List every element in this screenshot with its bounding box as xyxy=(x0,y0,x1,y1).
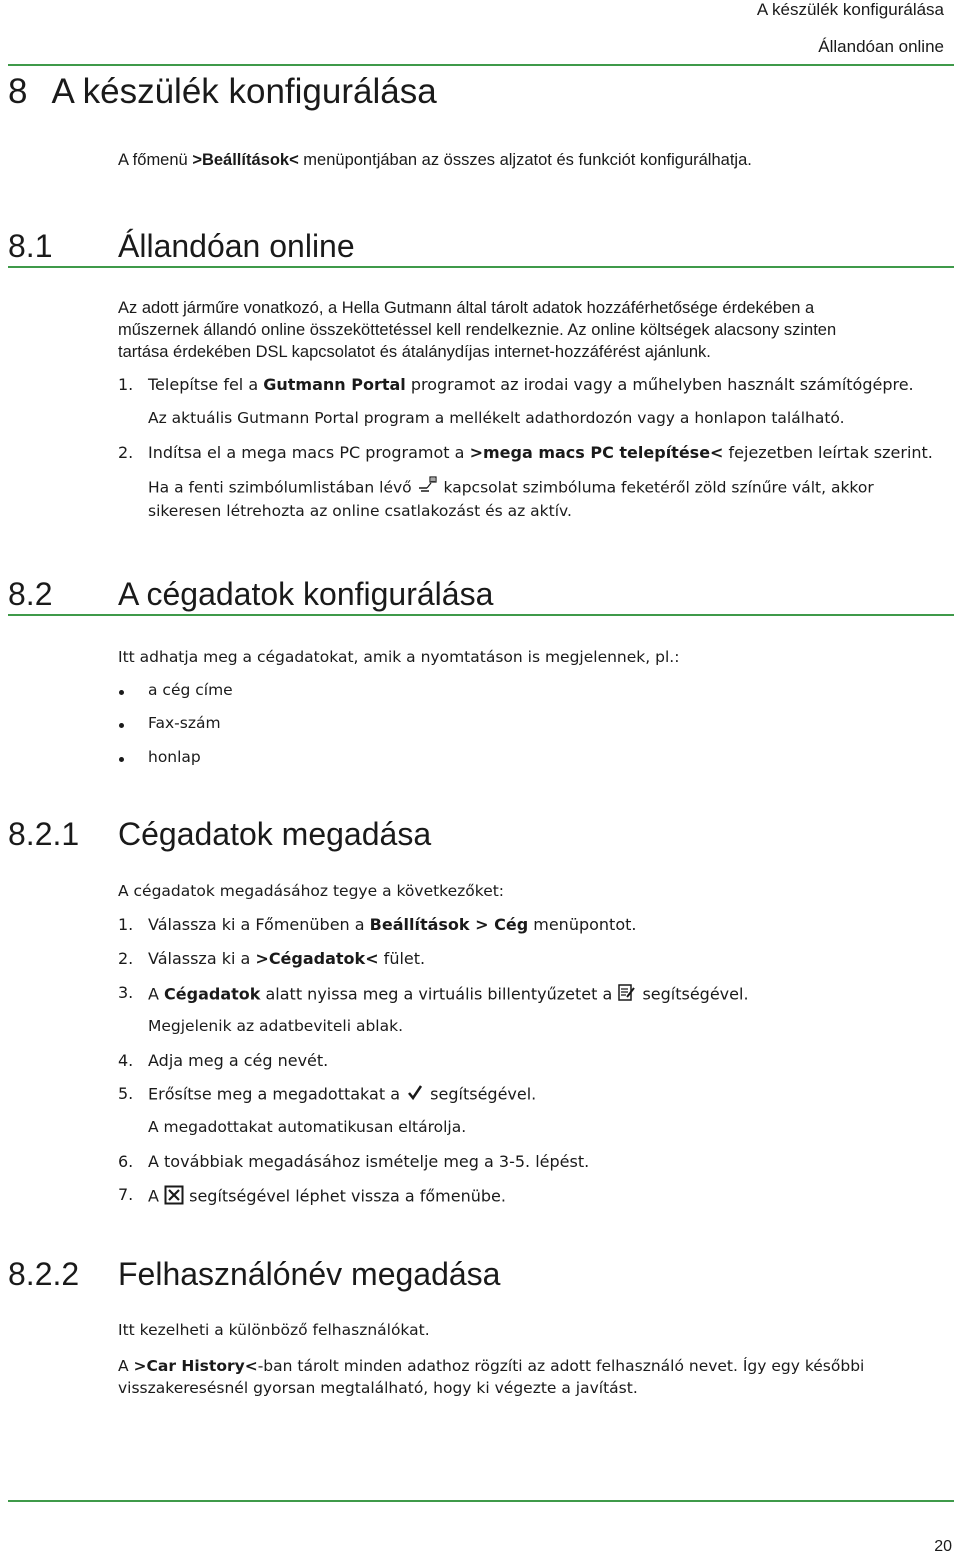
section-title: A cégadatok konfigurálása xyxy=(118,576,494,612)
close-icon xyxy=(164,1185,184,1209)
s822-paragraph: A >Car History<-ban tárolt minden adathoz rögzíti az adott felhasználó nevet. Így egy későbbi visszakeresésnél gyorsan megtalálható, hogy ki végezte a javítást. xyxy=(118,1357,865,1397)
s821-step-3-note: Megjelenik az adatbeviteli ablak. xyxy=(148,1017,403,1035)
header-rule xyxy=(8,64,954,66)
section-rule xyxy=(8,614,954,616)
s821-intro: A cégadatok megadásához tegye a következőket: xyxy=(118,882,505,900)
page-number: 20 xyxy=(934,1538,952,1555)
section-rule xyxy=(8,266,954,268)
section-title: Cégadatok megadása xyxy=(118,816,432,852)
s821-step-5: 5. Erősítse meg a megadottakat a segítségével. xyxy=(0,1084,960,1108)
bullet-dot xyxy=(119,757,124,762)
menu-reference: >Beállítások< xyxy=(192,151,299,169)
section-number: 8.2.1 xyxy=(8,816,80,852)
s821-step-4: 4. Adja meg a cég nevét. xyxy=(118,1051,329,1070)
s821-step-2: 2. Válassza ki a >Cégadatok< fület. xyxy=(118,949,426,968)
s81-step-2-note: Ha a fenti szimbólumlistában lévő kapcsolat szimbóluma feketéről zöld színűre vált, akkor sikeresen létrehozta az online csatlakozást és az aktív. xyxy=(148,476,874,522)
s821-step-3: 3. A Cégadatok alatt nyissa meg a virtuális billentyűzetet a segítségével. xyxy=(0,983,960,1007)
section-number: 8.2.2 xyxy=(8,1256,80,1292)
section-heading-8-1 xyxy=(0,228,960,268)
list-item: a cég címe xyxy=(148,681,233,699)
s821-step-7: 7. A segítségével léphet vissza a főmenübe. xyxy=(0,1185,960,1209)
connection-icon xyxy=(417,476,439,500)
section-number: 8.1 xyxy=(8,228,53,264)
bullet-dot xyxy=(119,690,124,695)
section-number: 8.2 xyxy=(8,576,53,612)
s822-intro: Itt kezelheti a különböző felhasználókat. xyxy=(118,1321,430,1339)
keyboard-icon xyxy=(617,983,637,1007)
check-icon xyxy=(405,1084,425,1106)
running-header-section: Állandóan online xyxy=(818,37,944,56)
s81-step-2: 2. Indítsa el a mega macs PC programot a >mega macs PC telepítése< fejezetben leírtak szerint. xyxy=(118,443,933,462)
bullet-dot xyxy=(119,723,124,728)
s81-step-1-note: Az aktuális Gutmann Portal program a mellékelt adathordozón vagy a honlapon található. xyxy=(148,409,845,427)
footer-rule xyxy=(8,1500,954,1502)
list-item: honlap xyxy=(148,748,201,766)
running-header-chapter: A készülék konfigurálása xyxy=(756,0,944,19)
s821-step-1: 1. Válassza ki a Főmenüben a Beállítások > Cég menüpontot. xyxy=(118,915,637,934)
chapter-number: 8 xyxy=(8,72,28,111)
section-heading-8-2-1 xyxy=(0,816,960,856)
section-title: Felhasználónév megadása xyxy=(118,1256,501,1292)
section-heading-8-2-2 xyxy=(0,1256,960,1296)
list-item: Fax-szám xyxy=(148,714,221,732)
chapter-title: A készülék konfigurálása xyxy=(51,72,437,111)
s821-step-6: 6. A továbbiak megadásához ismételje meg a 3-5. lépést. xyxy=(118,1152,590,1171)
section-heading-8-2 xyxy=(0,576,960,616)
s82-intro: Itt adhatja meg a cégadatokat, amik a nyomtatáson is megjelennek, pl.: xyxy=(118,648,680,666)
s821-step-5-note: A megadottakat automatikusan eltárolja. xyxy=(148,1118,467,1136)
chapter-heading xyxy=(8,72,437,112)
s81-paragraph: Az adott járműre vonatkozó, a Hella Gutmann által tárolt adatok hozzáférhetősége érdekében a műszernek állandó online összeköttetéssel kell rendelkeznie. Az online költségek alacsony szinten tartása érdekében DSL kapcsolatot és átalánydíjas internet-hozzáférést ajánlunk. xyxy=(118,299,837,361)
s81-step-1: 1. Telepítse fel a Gutmann Portal programot az irodai vagy a műhelyben használt számítógépre. xyxy=(118,375,914,394)
chapter-intro: A főmenü >Beállítások< menüpontjában az összes aljzatot és funkciót konfigurálhatja. xyxy=(118,151,752,169)
section-title: Állandóan online xyxy=(118,228,355,264)
